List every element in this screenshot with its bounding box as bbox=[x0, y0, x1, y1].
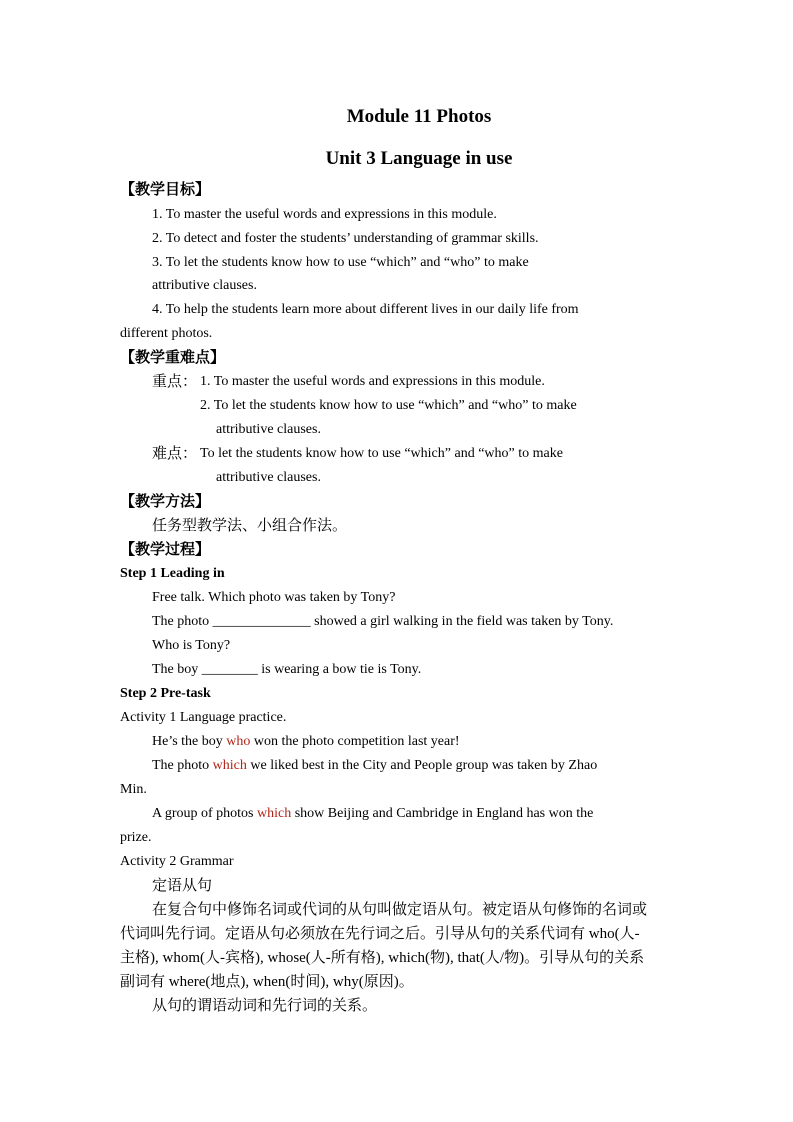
sentence-part: He’s the boy bbox=[152, 734, 227, 749]
example-sentence-1 bbox=[152, 732, 460, 752]
methods-text: 任务型教学法、小组合作法。 bbox=[152, 518, 348, 534]
sentence-part: won the photo competition last year! bbox=[250, 734, 460, 749]
relative-pronoun-highlight: who bbox=[226, 734, 251, 749]
grammar-line: 主格), whom(人-宾格), whose(人-所有格), which(物), that(人/物)。引导从句的关系 bbox=[120, 950, 645, 966]
grammar-line: 副词有 where(地点), when(时间), why(原因)。 bbox=[120, 974, 414, 990]
relative-pronoun-highlight: which bbox=[257, 806, 292, 821]
objective-item: 1. To master the useful words and expressions in this module. bbox=[152, 207, 497, 222]
example-sentence-3-cont: prize. bbox=[120, 830, 152, 845]
objective-item: 3. To let the students know how to use “which” and “who” to make bbox=[152, 255, 529, 270]
objective-item: different photos. bbox=[120, 326, 213, 341]
objective-item: 2. To detect and foster the students’ understanding of grammar skills. bbox=[152, 231, 539, 246]
difficult-label: 难点： bbox=[152, 446, 198, 462]
relative-pronoun-highlight: which bbox=[212, 758, 247, 773]
key-item: 2. To let the students know how to use “which” and “who” to make bbox=[200, 398, 577, 413]
step2-heading: Step 2 Pre-task bbox=[120, 686, 211, 701]
methods-heading: 【教学方法】 bbox=[120, 494, 211, 510]
step1-line: Who is Tony? bbox=[152, 638, 231, 653]
key-label: 重点： bbox=[152, 374, 198, 390]
grammar-title: 定语从句 bbox=[152, 878, 213, 894]
process-heading: 【教学过程】 bbox=[120, 542, 211, 558]
grammar-line: 代词叫先行词。定语从句必须放在先行词之后。引导从句的关系代词有 who(人- bbox=[120, 926, 640, 942]
grammar-line: 从句的谓语动词和先行词的关系。 bbox=[152, 998, 378, 1014]
sentence-part: The photo bbox=[152, 758, 213, 773]
step1-heading: Step 1 Leading in bbox=[120, 566, 225, 581]
difficult-item: To let the students know how to use “which” and “who” to make bbox=[200, 446, 563, 461]
sentence-part: A group of photos bbox=[152, 806, 257, 821]
document-subtitle: Unit 3 Language in use bbox=[325, 148, 513, 169]
step1-line: The photo ______________ showed a girl walking in the field was taken by Tony. bbox=[152, 614, 614, 629]
example-sentence-2 bbox=[152, 756, 597, 776]
example-sentence-3 bbox=[152, 804, 593, 824]
step1-line: Free talk. Which photo was taken by Tony? bbox=[152, 590, 396, 605]
key-item: 1. To master the useful words and expressions in this module. bbox=[200, 374, 545, 389]
grammar-line: 在复合句中修饰名词或代词的从句叫做定语从句。被定语从句修饰的名词或 bbox=[152, 902, 648, 918]
objectives-heading: 【教学目标】 bbox=[120, 182, 211, 198]
sentence-part: we liked best in the City and People group was taken by Zhao bbox=[246, 758, 598, 773]
objective-item: 4. To help the students learn more about different lives in our daily life from bbox=[152, 302, 579, 317]
activity1-heading: Activity 1 Language practice. bbox=[120, 710, 287, 725]
example-sentence-2-cont: Min. bbox=[120, 782, 147, 797]
key-item: attributive clauses. bbox=[216, 422, 321, 437]
objective-item: attributive clauses. bbox=[152, 278, 257, 293]
sentence-part: show Beijing and Cambridge in England has won the bbox=[291, 806, 594, 821]
activity2-heading: Activity 2 Grammar bbox=[120, 854, 234, 869]
document-title: Module 11 Photos bbox=[346, 106, 492, 127]
difficult-item: attributive clauses. bbox=[216, 470, 321, 485]
step1-line: The boy ________ is wearing a bow tie is Tony. bbox=[152, 662, 422, 677]
key-points-heading: 【教学重难点】 bbox=[120, 350, 226, 366]
